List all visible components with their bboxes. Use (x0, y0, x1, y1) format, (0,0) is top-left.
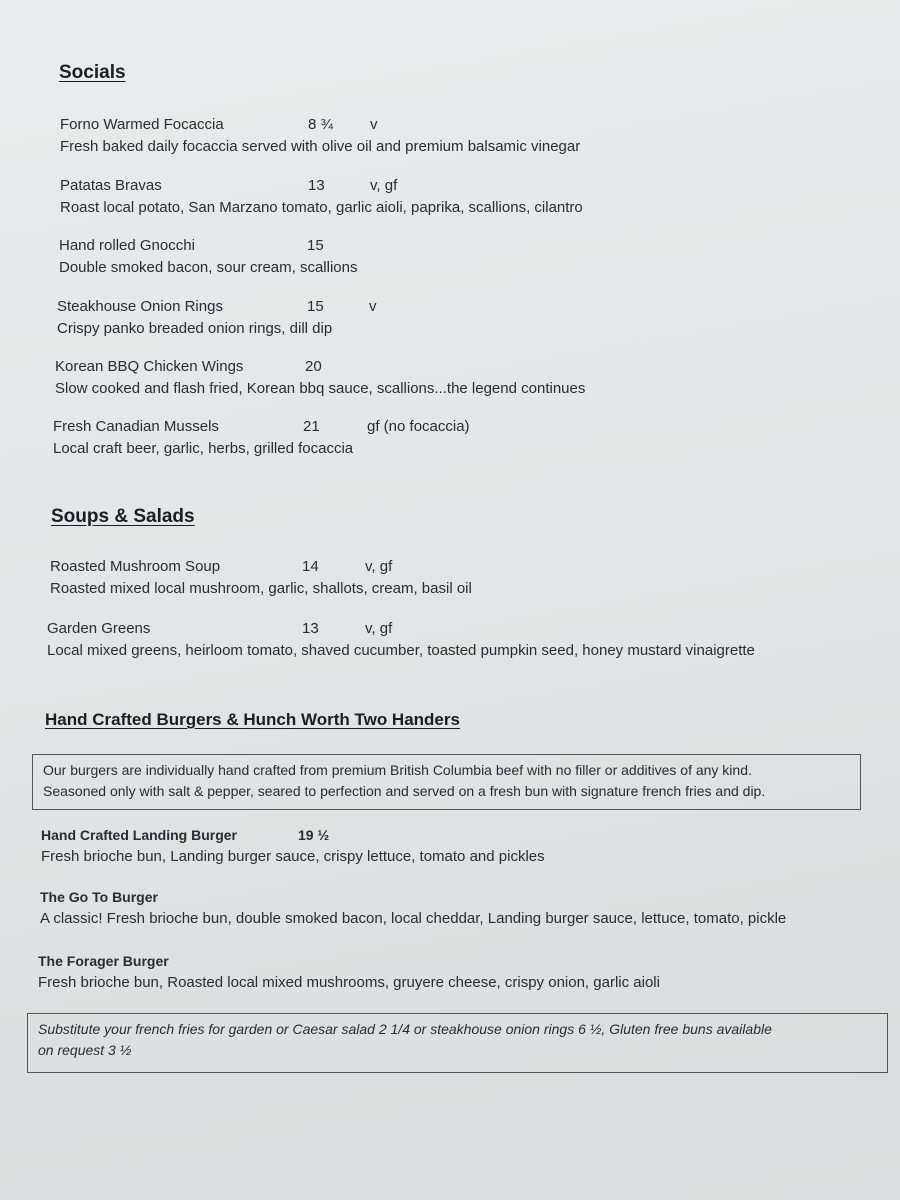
menu-item-mussels (53, 416, 470, 460)
item-price: 15 (307, 237, 324, 254)
menu-item-forager-burger (38, 950, 660, 994)
item-name: Hand rolled Gnocchi (59, 237, 195, 254)
substitution-note-box (27, 1013, 888, 1073)
substitution-line-1: Substitute your french fries for garden or Caesar salad 2 1/4 or steakhouse onion rings 6 ½, Gluten free buns available (38, 1021, 772, 1037)
menu-item-gnocchi (59, 235, 357, 279)
item-price: 15 (307, 298, 324, 315)
item-description: Roasted mixed local mushroom, garlic, shallots, cream, basil oil (50, 580, 472, 597)
burger-intro-line-1: Our burgers are individually hand crafted from premium British Columbia beef with no filler or additives of any kind. (43, 762, 752, 778)
menu-item-chicken-wings (55, 356, 585, 400)
menu-item-patatas-bravas (60, 175, 583, 219)
item-price: 19 ½ (298, 827, 330, 843)
burger-intro-line-2: Seasoned only with salt & pepper, seared to perfection and served on a fresh bun with signature french fries and dip. (43, 783, 766, 799)
item-tags: v (370, 116, 378, 133)
menu-item-focaccia (60, 114, 580, 158)
item-name: Garden Greens (47, 620, 151, 637)
item-tags: v, gf (370, 177, 398, 194)
item-description: Crispy panko breaded onion rings, dill dip (57, 320, 333, 337)
item-tags: v, gf (365, 558, 393, 575)
item-description: A classic! Fresh brioche bun, double smoked bacon, local cheddar, Landing burger sauce, lettuce, tomato, pickle (40, 910, 787, 927)
item-tags: gf (no focaccia) (367, 418, 470, 435)
item-description: Local craft beer, garlic, herbs, grilled focaccia (53, 440, 354, 457)
socials-title: Socials (59, 62, 126, 83)
item-description: Fresh brioche bun, Roasted local mixed mushrooms, gruyere cheese, crispy onion, garlic aioli (38, 974, 660, 991)
menu-item-onion-rings (57, 296, 377, 340)
item-name: The Forager Burger (38, 953, 169, 969)
item-description: Fresh baked daily focaccia served with olive oil and premium balsamic vinegar (60, 138, 581, 155)
item-description: Local mixed greens, heirloom tomato, shaved cucumber, toasted pumpkin seed, honey mustard vinaigrette (47, 642, 755, 659)
menu-item-go-to-burger (40, 886, 786, 930)
burger-intro-box (32, 754, 861, 810)
item-name: Fresh Canadian Mussels (53, 418, 219, 435)
item-price: 21 (303, 418, 320, 435)
menu-item-mushroom-soup (50, 556, 472, 600)
item-name: Korean BBQ Chicken Wings (55, 358, 244, 375)
item-description: Fresh brioche bun, Landing burger sauce, crispy lettuce, tomato and pickles (41, 848, 545, 865)
item-price: 13 (308, 177, 325, 194)
item-price: 14 (302, 558, 319, 575)
soups-salads-title: Soups & Salads (51, 506, 195, 527)
item-tags: v, gf (365, 620, 393, 637)
item-name: Steakhouse Onion Rings (57, 298, 223, 315)
substitution-line-2: on request 3 ½ (38, 1042, 132, 1058)
item-price: 13 (302, 620, 319, 637)
item-description: Roast local potato, San Marzano tomato, garlic aioli, paprika, scallions, cilantro (60, 199, 583, 216)
item-name: Roasted Mushroom Soup (50, 558, 221, 575)
item-name: Forno Warmed Focaccia (60, 116, 224, 133)
menu-item-garden-greens (47, 618, 755, 662)
burgers-title: Hand Crafted Burgers & Hunch Worth Two Handers (45, 710, 460, 729)
item-name: Patatas Bravas (60, 177, 162, 194)
item-description: Slow cooked and flash fried, Korean bbq sauce, scallions...the legend continues (55, 380, 586, 397)
item-tags: v (369, 298, 377, 315)
item-price: 20 (305, 358, 322, 375)
item-price: 8 ¾ (308, 116, 334, 133)
item-name: Hand Crafted Landing Burger (41, 827, 238, 843)
item-name: The Go To Burger (40, 889, 158, 905)
menu-item-landing-burger (41, 824, 545, 868)
item-description: Double smoked bacon, sour cream, scallions (59, 259, 358, 276)
